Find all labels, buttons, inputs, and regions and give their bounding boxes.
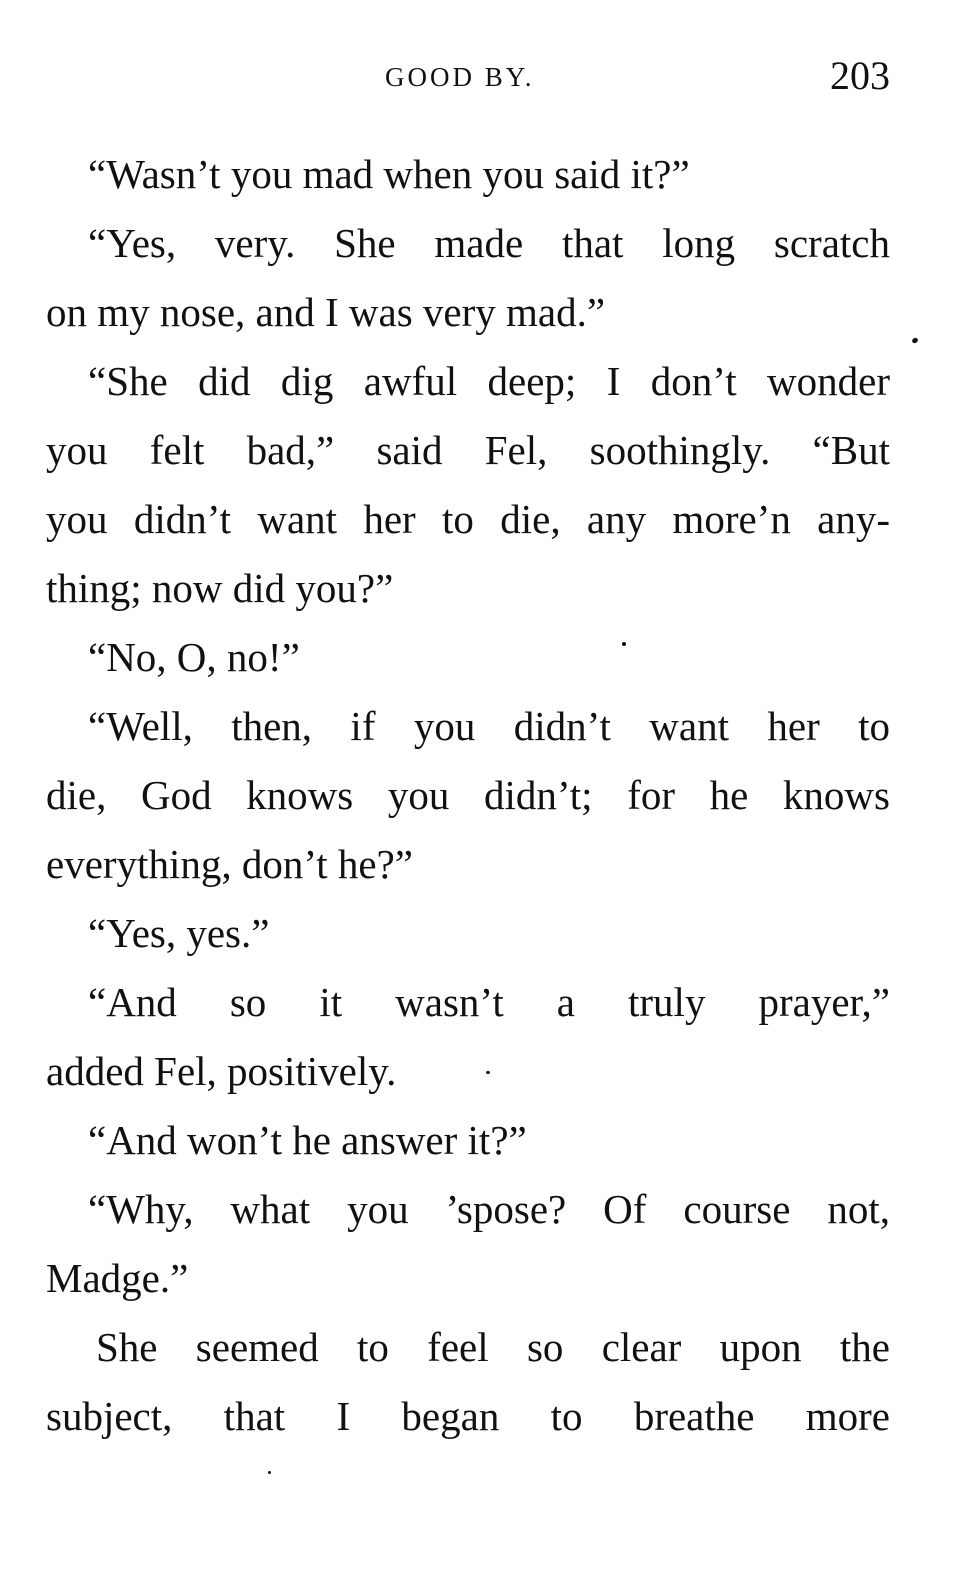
text-line: “She did dig awful deep; I don’t wonder xyxy=(88,358,890,404)
text-line: you didn’t want her to die, any more’n any- xyxy=(46,496,890,542)
text-line: “Yes, very. She made that long scratch xyxy=(88,220,890,266)
text-line: added Fel, positively. xyxy=(46,1048,397,1094)
text-line: die, God knows you didn’t; for he knows xyxy=(46,772,890,818)
text-line: on my nose, and I was very mad.” xyxy=(46,289,606,335)
text-line: Madge.” xyxy=(46,1255,189,1301)
text-line: “Well, then, if you didn’t want her to xyxy=(88,703,890,749)
text-line: thing; now did you?” xyxy=(46,565,394,611)
text-line: “And so it wasn’t a truly prayer,” xyxy=(88,979,890,1025)
page-header xyxy=(0,52,962,102)
text-line: subject, that I began to breathe more xyxy=(46,1393,890,1439)
text-line: She seemed to feel so clear upon the xyxy=(96,1324,890,1370)
ink-speck xyxy=(911,337,919,344)
text-line: “Yes, yes.” xyxy=(88,910,270,956)
ink-speck xyxy=(486,1071,490,1074)
text-line: “Why, what you ’spose? Of course not, xyxy=(88,1186,890,1232)
text-line: you felt bad,” said Fel, soothingly. “But xyxy=(46,427,890,473)
text-line: “No, O, no!” xyxy=(88,634,300,680)
ink-speck xyxy=(268,1471,271,1474)
ink-speck xyxy=(622,642,626,646)
page-number: 203 xyxy=(830,53,890,98)
text-line: everything, don’t he?” xyxy=(46,841,413,887)
body-text xyxy=(46,140,890,1451)
text-line: “Wasn’t you mad when you said it?” xyxy=(88,151,690,197)
running-head: GOOD BY. xyxy=(385,62,535,92)
text-line: “And won’t he answer it?” xyxy=(88,1117,527,1163)
